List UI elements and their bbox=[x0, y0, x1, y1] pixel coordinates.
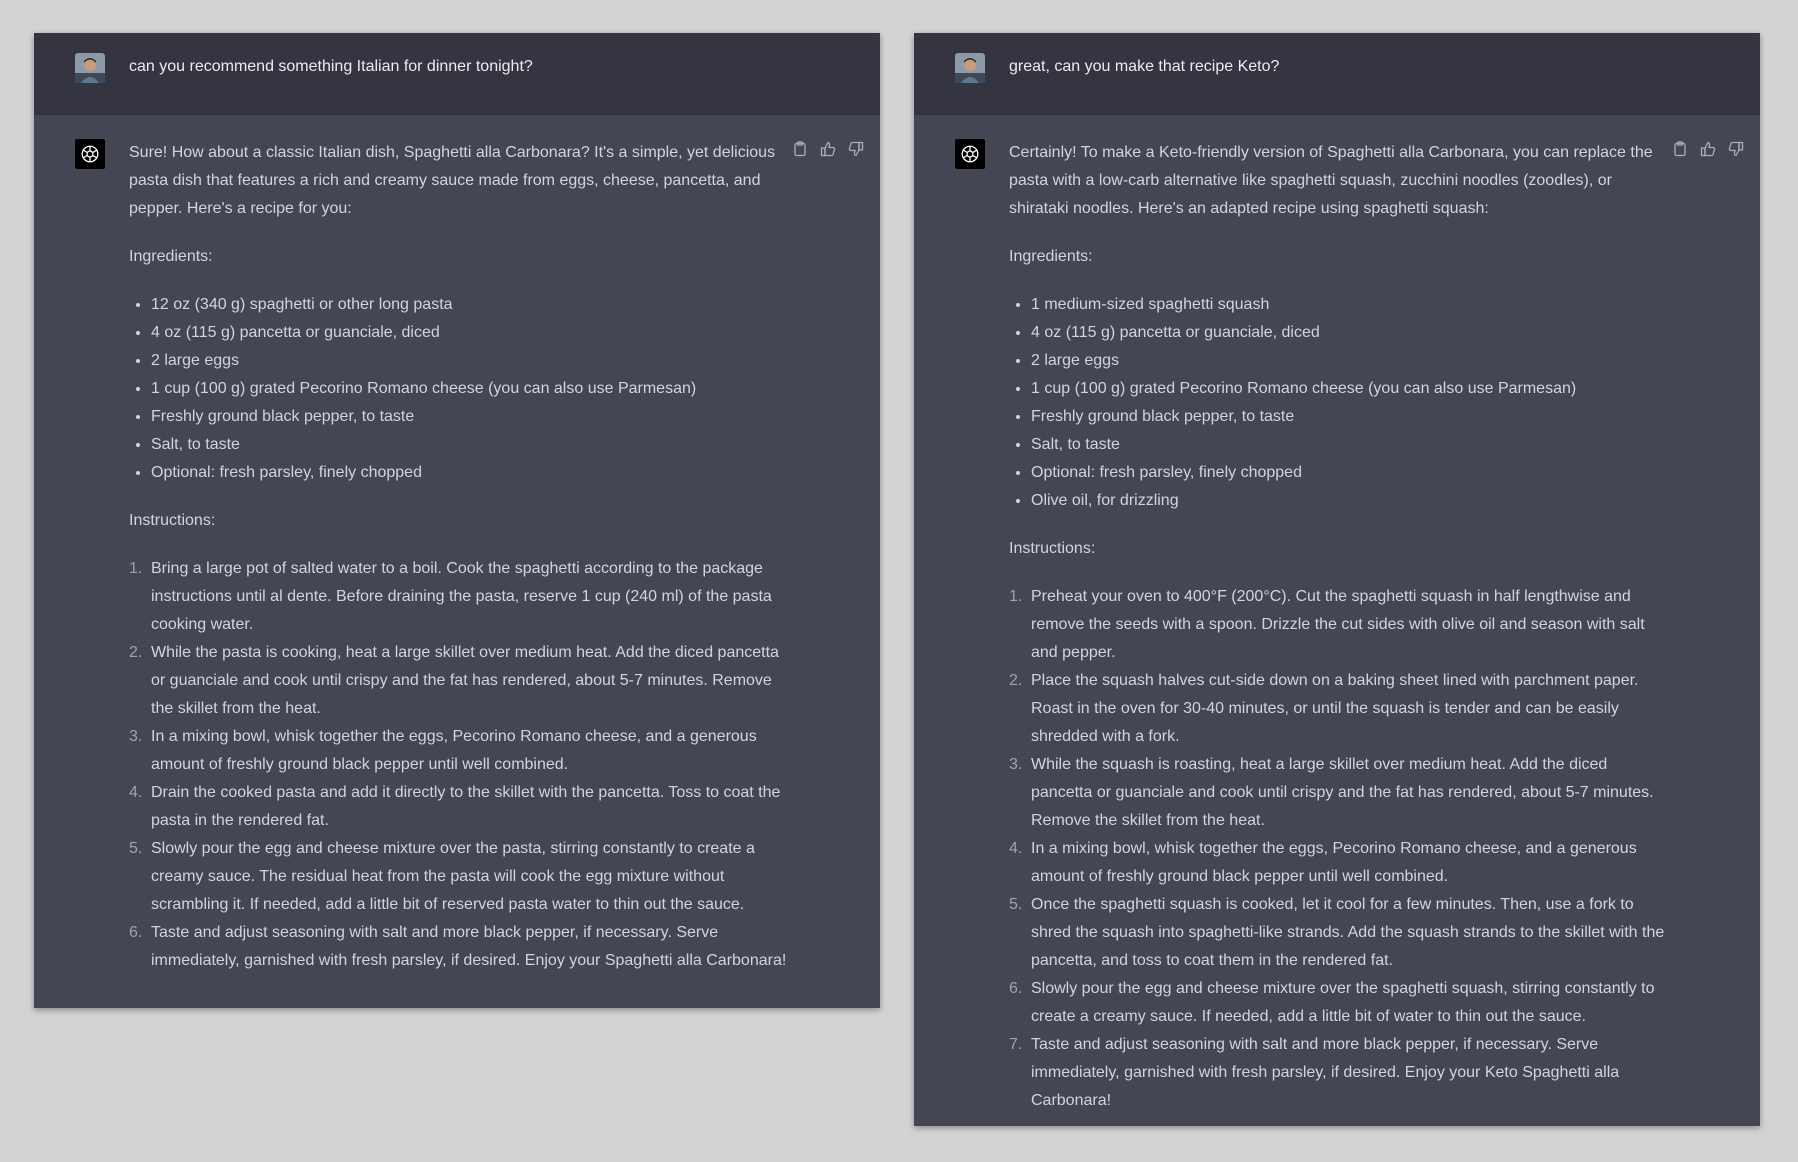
list-item: Optional: fresh parsley, finely chopped bbox=[1031, 459, 1669, 487]
step-number: 2. bbox=[129, 644, 143, 661]
ingredients-heading: Ingredients: bbox=[1009, 248, 1093, 265]
openai-logo-icon bbox=[75, 139, 105, 169]
conversation-panel-left bbox=[34, 33, 880, 1008]
step-number: 3. bbox=[129, 728, 143, 745]
list-item bbox=[129, 555, 789, 639]
instructions-heading: Instructions: bbox=[129, 512, 216, 529]
list-item: Freshly ground black pepper, to taste bbox=[151, 403, 789, 431]
user-avatar bbox=[955, 53, 985, 83]
assistant-message bbox=[1009, 139, 1669, 1115]
step-text: Once the spaghetti squash is cooked, let it cool for a few minutes. Then, use a fork to shred the squash into spaghetti-like strands. Add the squash strands to the skillet with the pancetta, and toss to coat them in the rendered fat. bbox=[1031, 896, 1665, 969]
thumbs-up-icon[interactable] bbox=[1700, 141, 1718, 159]
user-prompt: great, can you make that recipe Keto? bbox=[1009, 58, 1280, 75]
list-item bbox=[1009, 583, 1669, 667]
step-number: 7. bbox=[1009, 1036, 1023, 1053]
openai-logo-icon bbox=[955, 139, 985, 169]
step-number: 3. bbox=[1009, 756, 1023, 773]
step-number: 6. bbox=[1009, 980, 1023, 997]
assistant-message-row bbox=[34, 115, 880, 975]
list-item: Optional: fresh parsley, finely chopped bbox=[151, 459, 789, 487]
list-item: Olive oil, for drizzling bbox=[1031, 487, 1669, 515]
step-text: Slowly pour the egg and cheese mixture over the pasta, stirring constantly to create a creamy sauce. The residual heat from the pasta will cook the egg mixture without scrambling it. If needed, add a little bit of reserved pasta water to thin out the sauce. bbox=[151, 840, 755, 913]
clipboard-icon[interactable] bbox=[792, 141, 810, 159]
list-item: 4 oz (115 g) pancetta or guanciale, diced bbox=[151, 319, 789, 347]
step-number: 4. bbox=[129, 784, 143, 801]
thumbs-down-icon[interactable] bbox=[848, 141, 866, 159]
user-prompt: can you recommend something Italian for dinner tonight? bbox=[129, 58, 533, 75]
list-item: 1 cup (100 g) grated Pecorino Romano cheese (you can also use Parmesan) bbox=[1031, 375, 1669, 403]
list-item bbox=[129, 723, 789, 779]
step-text: Drain the cooked pasta and add it directly to the skillet with the pancetta. Toss to coat the pasta in the rendered fat. bbox=[151, 784, 781, 829]
list-item bbox=[1009, 835, 1669, 891]
thumbs-down-icon[interactable] bbox=[1728, 141, 1746, 159]
intro-text: Sure! How about a classic Italian dish, Spaghetti alla Carbonara? It's a simple, yet delicious pasta dish that features a rich and creamy sauce made from eggs, cheese, pancetta, and pepper. Here's a recipe for you: bbox=[129, 144, 776, 217]
step-text: While the pasta is cooking, heat a large skillet over medium heat. Add the diced pancetta or guanciale and cook until crispy and the fat has rendered, about 5-7 minutes. Remove the skillet from the heat. bbox=[151, 644, 779, 717]
instructions-list bbox=[129, 555, 789, 975]
clipboard-icon[interactable] bbox=[1672, 141, 1690, 159]
list-item: Salt, to taste bbox=[151, 431, 789, 459]
instructions-heading: Instructions: bbox=[1009, 540, 1096, 557]
list-item: 4 oz (115 g) pancetta or guanciale, diced bbox=[1031, 319, 1669, 347]
list-item bbox=[129, 919, 789, 975]
list-item bbox=[129, 835, 789, 919]
step-text: Place the squash halves cut-side down on a baking sheet lined with parchment paper. Roast in the oven for 30-40 minutes, or until the squash is tender and can be easily shredded with a fork. bbox=[1031, 672, 1639, 745]
list-item bbox=[129, 779, 789, 835]
assistant-message-row bbox=[914, 115, 1760, 1115]
list-item bbox=[1009, 751, 1669, 835]
step-text: While the squash is roasting, heat a large skillet over medium heat. Add the diced pancetta or guanciale and cook until crispy and the fat has rendered, about 5-7 minutes. Remove the skillet from the heat. bbox=[1031, 756, 1654, 829]
step-number: 4. bbox=[1009, 840, 1023, 857]
ingredients-heading: Ingredients: bbox=[129, 248, 213, 265]
step-number: 5. bbox=[1009, 896, 1023, 913]
message-actions bbox=[792, 141, 866, 159]
step-text: Preheat your oven to 400°F (200°C). Cut the spaghetti squash in half lengthwise and remove the seeds with a spoon. Drizzle the cut sides with olive oil and season with salt and pepper. bbox=[1031, 588, 1645, 661]
step-text: In a mixing bowl, whisk together the eggs, Pecorino Romano cheese, and a generous amount of freshly ground black pepper until well combined. bbox=[151, 728, 757, 773]
list-item: Salt, to taste bbox=[1031, 431, 1669, 459]
step-text: Taste and adjust seasoning with salt and more black pepper, if necessary. Serve immediately, garnished with fresh parsley, if desired. Enjoy your Spaghetti alla Carbonara! bbox=[151, 924, 787, 969]
list-item: 12 oz (340 g) spaghetti or other long pasta bbox=[151, 291, 789, 319]
list-item: 2 large eggs bbox=[151, 347, 789, 375]
assistant-message bbox=[129, 139, 789, 975]
list-item: 1 cup (100 g) grated Pecorino Romano cheese (you can also use Parmesan) bbox=[151, 375, 789, 403]
step-number: 1. bbox=[1009, 588, 1023, 605]
ingredients-list bbox=[1009, 291, 1669, 515]
conversation-panel-right bbox=[914, 33, 1760, 1126]
step-text: Bring a large pot of salted water to a boil. Cook the spaghetti according to the package instructions until al dente. Before draining the pasta, reserve 1 cup (240 ml) of the pasta cooking water. bbox=[151, 560, 772, 633]
step-number: 2. bbox=[1009, 672, 1023, 689]
step-number: 6. bbox=[129, 924, 143, 941]
step-number: 5. bbox=[129, 840, 143, 857]
user-message-row bbox=[914, 33, 1760, 115]
thumbs-up-icon[interactable] bbox=[820, 141, 838, 159]
step-number: 1. bbox=[129, 560, 143, 577]
list-item bbox=[129, 639, 789, 723]
list-item: 2 large eggs bbox=[1031, 347, 1669, 375]
step-text: In a mixing bowl, whisk together the eggs, Pecorino Romano cheese, and a generous amount of freshly ground black pepper until well combined. bbox=[1031, 840, 1637, 885]
list-item bbox=[1009, 891, 1669, 975]
intro-text: Certainly! To make a Keto-friendly version of Spaghetti alla Carbonara, you can replace the pasta with a low-carb alternative like spaghetti squash, zucchini noodles (zoodles), or shirataki noodles. Here's an adapted recipe using spaghetti squash: bbox=[1009, 144, 1653, 217]
message-actions bbox=[1672, 141, 1746, 159]
list-item bbox=[1009, 975, 1669, 1031]
instructions-list bbox=[1009, 583, 1669, 1115]
user-message-row bbox=[34, 33, 880, 115]
step-text: Slowly pour the egg and cheese mixture over the spaghetti squash, stirring constantly to create a creamy sauce. If needed, add a little bit of water to thin out the sauce. bbox=[1031, 980, 1655, 1025]
ingredients-list bbox=[129, 291, 789, 487]
user-avatar bbox=[75, 53, 105, 83]
list-item bbox=[1009, 1031, 1669, 1115]
list-item bbox=[1009, 667, 1669, 751]
list-item: 1 medium-sized spaghetti squash bbox=[1031, 291, 1669, 319]
list-item: Freshly ground black pepper, to taste bbox=[1031, 403, 1669, 431]
step-text: Taste and adjust seasoning with salt and more black pepper, if necessary. Serve immediately, garnished with fresh parsley, if desired. Enjoy your Keto Spaghetti alla Carbonara! bbox=[1031, 1036, 1620, 1109]
